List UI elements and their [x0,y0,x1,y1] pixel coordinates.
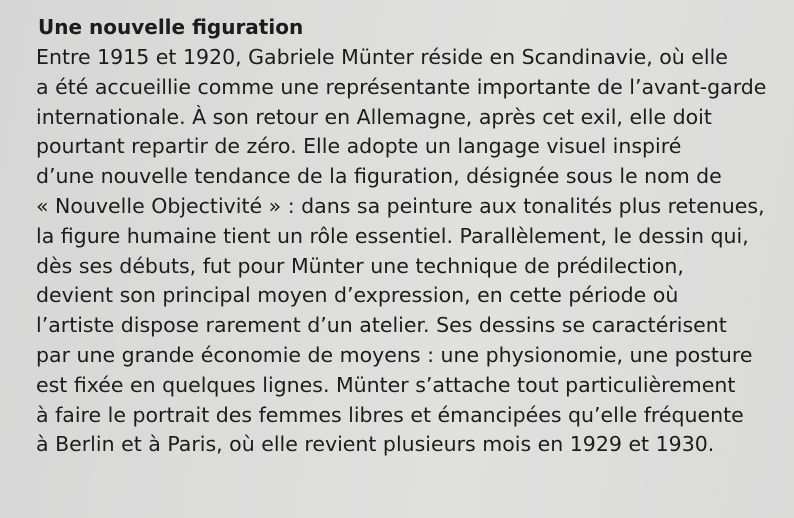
text-line: devient son principal moyen d’expression, en cette période où [36,283,679,308]
text-line: à Berlin et à Paris, où elle revient plusieurs mois en 1929 et 1930. [36,432,715,457]
text-line: pourtant repartir de zéro. Elle adopte un langage visuel inspiré [36,134,682,159]
text-line: l’artiste dispose rarement d’un atelier. Ses dessins se caractérisent [36,313,727,338]
text-line: la figure humaine tient un rôle essentiel. Parallèlement, le dessin qui, [36,223,749,248]
text-line: à faire le portrait des femmes libres et émancipées qu’elle fréquente [36,402,744,427]
text-line: « Nouvelle Objectivité » : dans sa peinture aux tonalités plus retenues, [36,193,765,218]
text-line: Entre 1915 et 1920, Gabriele Münter réside en Scandinavie, où elle [36,45,728,69]
text-line: par une grande économie de moyens : une physionomie, une posture [36,342,753,367]
body-paragraph [36,43,766,460]
text-line: a été accueillie comme une représentante importante de l’avant-garde [36,74,767,99]
text-line: internationale. À son retour en Allemagne, après cet exil, elle doit [36,104,712,129]
panel-title: Une nouvelle figuration [38,15,304,39]
text-line: d’une nouvelle tendance de la figuration, désignée sous le nom de [36,164,722,189]
text-line: dès ses débuts, fut pour Münter une technique de prédilection, [36,253,684,278]
text-line: est fixée en quelques lignes. Münter s’attache tout particulièrement [36,372,736,397]
